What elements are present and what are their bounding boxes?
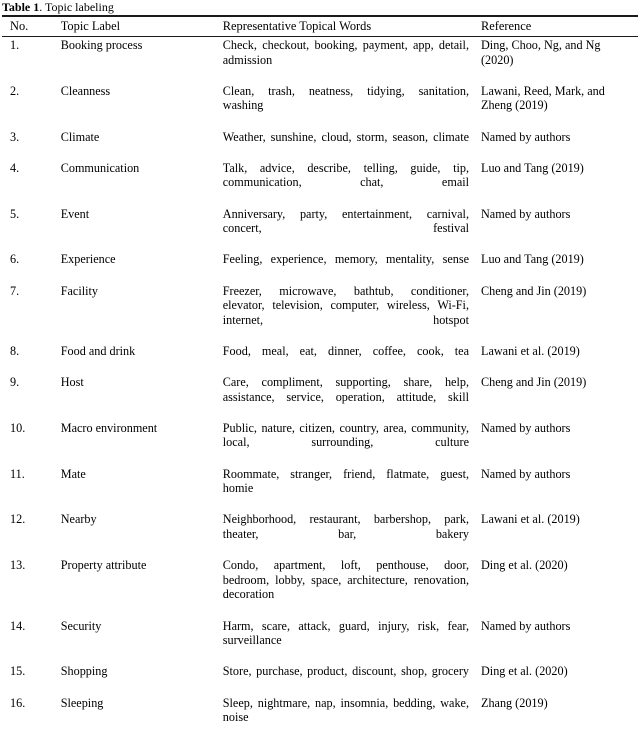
cell-representative-words — [223, 557, 481, 617]
cell-reference: Luo and Tang (2019) — [481, 160, 638, 206]
table-row — [2, 129, 638, 160]
column-header-reference: Reference — [481, 17, 638, 37]
table-row — [2, 343, 638, 374]
cell-reference: Cheng and Jin (2019) — [481, 283, 638, 343]
cell-topic-label: Booking process — [61, 37, 223, 83]
representative-words-text: Anniversary, party, entertainment, carnival, concert, festival — [223, 207, 469, 251]
header-row — [2, 17, 638, 37]
cell-topic-label: Communication — [61, 160, 223, 206]
caption-text: . Topic labeling — [39, 0, 114, 14]
cell-reference: Lawani, Reed, Mark, and Zheng (2019) — [481, 83, 638, 129]
cell-no: 13. — [2, 557, 61, 617]
cell-reference: Zhang (2019) — [481, 695, 638, 740]
cell-no: 14. — [2, 618, 61, 664]
cell-representative-words — [223, 343, 481, 374]
cell-topic-label: Cleanness — [61, 83, 223, 129]
cell-topic-label: Experience — [61, 251, 223, 282]
cell-reference: Named by authors — [481, 466, 638, 512]
cell-representative-words — [223, 695, 481, 740]
representative-words-text: Weather, sunshine, cloud, storm, season, climate — [223, 130, 469, 159]
cell-no: 15. — [2, 663, 61, 694]
cell-topic-label: Facility — [61, 283, 223, 343]
cell-reference: Cheng and Jin (2019) — [481, 374, 638, 420]
representative-words-text: Store, purchase, product, discount, shop, grocery — [223, 664, 469, 693]
cell-representative-words — [223, 283, 481, 343]
cell-topic-label: Sleeping — [61, 695, 223, 740]
cell-no: 7. — [2, 283, 61, 343]
representative-words-text: Harm, scare, attack, guard, injury, risk, fear, surveillance — [223, 619, 469, 663]
cell-reference: Named by authors — [481, 206, 638, 252]
table-row — [2, 695, 638, 740]
cell-no: 16. — [2, 695, 61, 740]
cell-representative-words — [223, 129, 481, 160]
cell-reference: Named by authors — [481, 129, 638, 160]
cell-no: 4. — [2, 160, 61, 206]
cell-topic-label: Shopping — [61, 663, 223, 694]
table-row — [2, 511, 638, 557]
cell-topic-label: Macro environment — [61, 420, 223, 466]
representative-words-text: Freezer, microwave, bathtub, conditioner, elevator, television, computer, wireless, Wi-Fi, internet, hotspot — [223, 284, 469, 342]
cell-topic-label: Event — [61, 206, 223, 252]
cell-topic-label: Security — [61, 618, 223, 664]
representative-words-text: Condo, apartment, loft, penthouse, door, bedroom, lobby, space, architecture, renovation, decoration — [223, 558, 469, 616]
column-header-no: No. — [2, 17, 61, 37]
topic-labeling-table — [2, 15, 638, 740]
cell-representative-words — [223, 618, 481, 664]
cell-representative-words — [223, 160, 481, 206]
cell-reference: Named by authors — [481, 618, 638, 664]
table-row — [2, 374, 638, 420]
cell-representative-words — [223, 511, 481, 557]
cell-representative-words — [223, 420, 481, 466]
cell-no: 8. — [2, 343, 61, 374]
table-body — [2, 37, 638, 740]
cell-topic-label: Host — [61, 374, 223, 420]
cell-no: 12. — [2, 511, 61, 557]
cell-topic-label: Nearby — [61, 511, 223, 557]
table-row — [2, 663, 638, 694]
cell-reference: Ding et al. (2020) — [481, 557, 638, 617]
cell-no: 5. — [2, 206, 61, 252]
cell-no: 2. — [2, 83, 61, 129]
cell-reference: Luo and Tang (2019) — [481, 251, 638, 282]
cell-topic-label: Climate — [61, 129, 223, 160]
cell-topic-label: Food and drink — [61, 343, 223, 374]
representative-words-text: Clean, trash, neatness, tidying, sanitation, washing — [223, 84, 469, 128]
table-row — [2, 83, 638, 129]
table-row — [2, 251, 638, 282]
representative-words-text: Food, meal, eat, dinner, coffee, cook, tea — [223, 344, 469, 373]
cell-representative-words — [223, 37, 481, 83]
cell-representative-words — [223, 206, 481, 252]
column-header-words: Representative Topical Words — [223, 17, 481, 37]
cell-representative-words — [223, 83, 481, 129]
representative-words-text: Roommate, stranger, friend, flatmate, guest, homie — [223, 467, 469, 511]
table-row — [2, 160, 638, 206]
cell-reference: Ding, Choo, Ng, and Ng (2020) — [481, 37, 638, 83]
table-row — [2, 466, 638, 512]
representative-words-text: Care, compliment, supporting, share, help, assistance, service, operation, attitude, skill — [223, 375, 469, 419]
representative-words-text: Feeling, experience, memory, mentality, sense — [223, 252, 469, 281]
cell-representative-words — [223, 663, 481, 694]
representative-words-text: Public, nature, citizen, country, area, community, local, surrounding, culture — [223, 421, 469, 465]
representative-words-text: Sleep, nightmare, nap, insomnia, bedding, wake, noise — [223, 696, 469, 740]
table-row — [2, 206, 638, 252]
table-row — [2, 618, 638, 664]
cell-topic-label: Property attribute — [61, 557, 223, 617]
caption-label: Table 1 — [2, 0, 39, 14]
representative-words-text: Neighborhood, restaurant, barbershop, park, theater, bar, bakery — [223, 512, 469, 556]
cell-representative-words — [223, 251, 481, 282]
cell-representative-words — [223, 466, 481, 512]
representative-words-text: Check, checkout, booking, payment, app, detail, admission — [223, 38, 469, 82]
cell-representative-words — [223, 374, 481, 420]
cell-no: 3. — [2, 129, 61, 160]
representative-words-text: Talk, advice, describe, telling, guide, tip, communication, chat, email — [223, 161, 469, 205]
cell-topic-label: Mate — [61, 466, 223, 512]
table-row — [2, 420, 638, 466]
cell-no: 6. — [2, 251, 61, 282]
cell-reference: Lawani et al. (2019) — [481, 511, 638, 557]
table-row — [2, 283, 638, 343]
cell-reference: Ding et al. (2020) — [481, 663, 638, 694]
table-caption — [0, 0, 640, 15]
table-header — [2, 16, 638, 37]
cell-no: 1. — [2, 37, 61, 83]
table-row — [2, 557, 638, 617]
cell-reference: Named by authors — [481, 420, 638, 466]
table-row — [2, 37, 638, 83]
cell-no: 11. — [2, 466, 61, 512]
cell-no: 10. — [2, 420, 61, 466]
column-header-topic-label: Topic Label — [61, 17, 223, 37]
cell-no: 9. — [2, 374, 61, 420]
cell-reference: Lawani et al. (2019) — [481, 343, 638, 374]
